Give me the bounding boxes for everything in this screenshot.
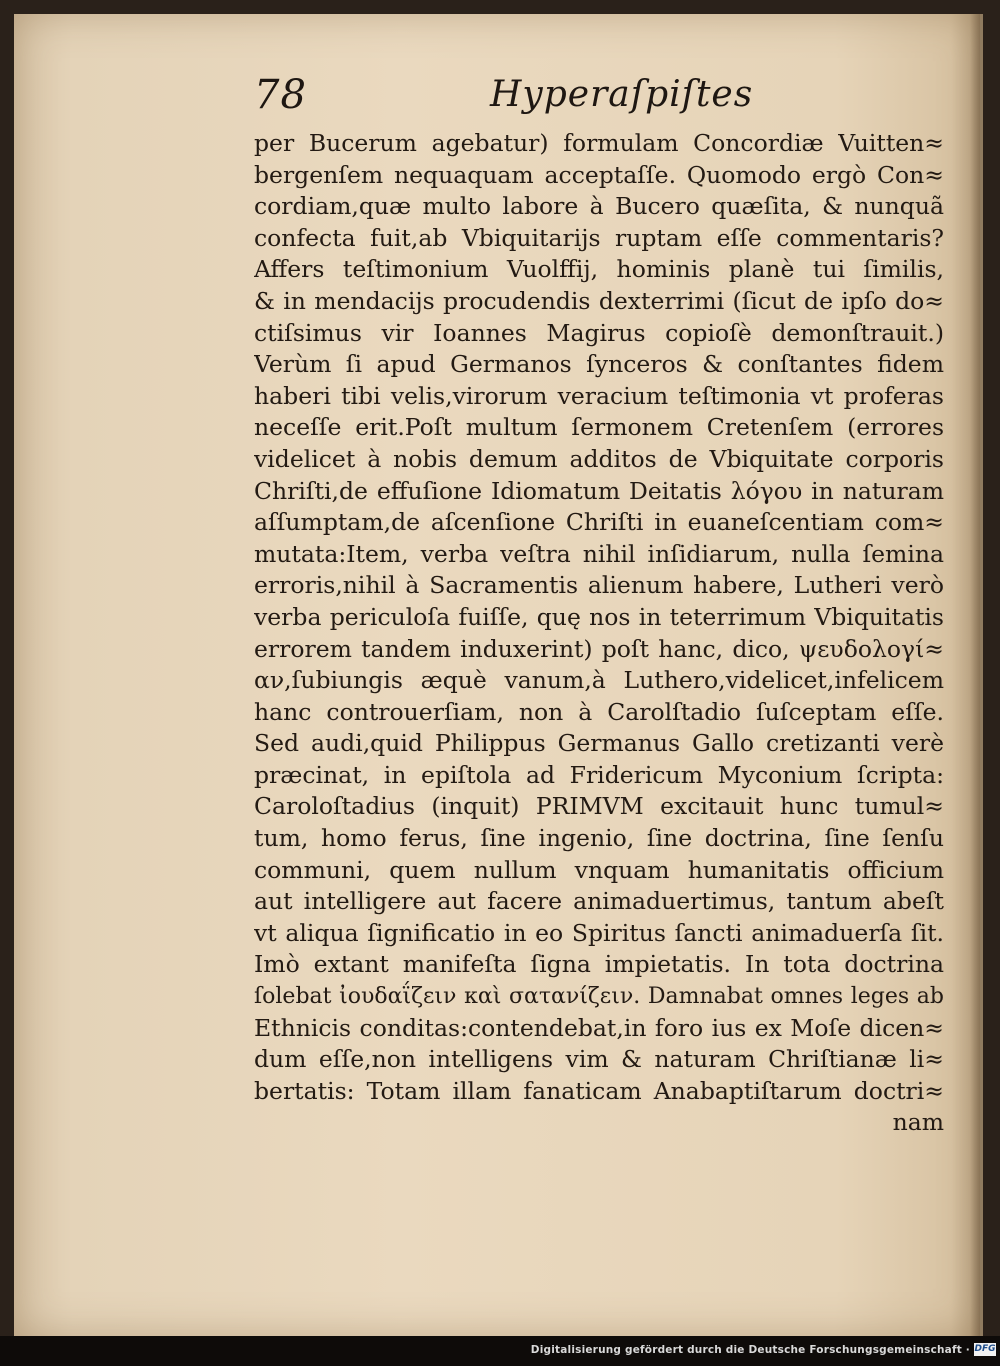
text-line: haberi tibi velis,virorum veracium teſtimonia vt proferas [254,381,944,410]
text-line: confecta fuit,ab Vbiquitarijs ruptam eſſe commentaris? [254,223,944,252]
text-line: videlicet à nobis demum additos de Vbiquitate corporis [254,444,944,473]
text-line: tum, homo ferus, ſine ingenio, ſine doctrina, ſine ſenſu [254,824,944,853]
text-line: communi, quem nullum vnquam humanitatis officium [254,855,944,884]
body-text [254,128,944,1139]
text-line: Ethnicis conditas:contendebat,in foro ius ex Moſe dicen≈ [254,1013,944,1042]
text-line: dum eſſe,non intelligens vim & naturam Chriſtianæ li≈ [254,1045,944,1074]
text-line: cordiam,quæ multo labore à Bucero quæſita, & nunquã [254,192,944,221]
text-line: mutata:Item, verba veſtra nihil inſidiarum, nulla ſemina [254,539,944,568]
text-line: vt aliqua ſignificatio in eo Spiritus ſancti animaduerſa ſit. [254,918,944,947]
text-line: aut intelligere aut facere animaduertimus, tantum abeſt [254,887,944,916]
text-line: erroris,nihil à Sacramentis alienum habere, Lutheri verò [254,571,944,600]
text-line: bergenſem nequaquam acceptaſſe. Quomodo ergò Con≈ [254,160,944,189]
text-line: Affers teſtimonium Vuolffij, hominis planè tui ſimilis, [254,255,944,284]
text-line: neceſſe erit.Poſt multum ſermonem Cretenſem (errores [254,413,944,442]
text-line: Caroloſtadius (inquit) PRIMVM excitauit hunc tumul≈ [254,792,944,821]
text-line: aſſumptam,de aſcenſione Chriſti in euaneſcentiam com≈ [254,508,944,537]
funding-credit: Digitalisierung gefördert durch die Deutsche Forschungsgemeinschaft · [530,1344,970,1356]
text-line: Imò extant manifeſta ſigna impietatis. In tota doctrina [254,950,944,979]
text-line: per Bucerum agebatur) formulam Concordiæ Vuitten≈ [254,129,944,157]
page-edge-shadow [970,14,980,1336]
page-number: 78 [254,72,307,118]
text-line: errorem tandem induxerint) poſt hanc, dico, ψευδολογί≈ [254,634,944,663]
text-line: & in mendacijs procudendis dexterrimi (ſicut de ipſo do≈ [254,286,944,315]
running-title: Hyperaſpiſtes [490,74,754,115]
text-line: Sed audi,quid Philippus Germanus Gallo cretizanti verè [254,729,944,758]
text-line: præcinat, in epiſtola ad Fridericum Myconium ſcripta: [254,760,944,789]
text-line: Chriſti,de effuſione Idiomatum Deitatis λόγου in naturam [254,476,944,505]
page-header [248,72,754,122]
text-line: ſolebat ἰουδαΐζειν καὶ σατανίζειν. Damnabat omnes leges ab [254,984,944,1010]
text-line: hanc controuerſiam, non à Carolſtadio ſuſceptam eſſe. [254,697,944,726]
digitization-footer [0,1336,1000,1366]
catchword: nam [892,1108,944,1137]
text-line: Verùm ſi apud Germanos ſynceros & conſtantes fidem [254,350,944,379]
dfg-logo-icon: DFG [974,1344,996,1354]
text-line: ctiſsimus vir Ioannes Magirus copioſè demonſtrauit.) [254,318,944,347]
text-line: verba periculoſa fuiſſe, quę nos in teterrimum Vbiquitatis [254,602,944,631]
text-line: bertatis: Totam illam fanaticam Anabaptiſtarum doctri≈ [254,1076,944,1105]
text-line: αν,ſubiungis æquè vanum,à Luthero,videlicet,infelicem [254,666,944,695]
